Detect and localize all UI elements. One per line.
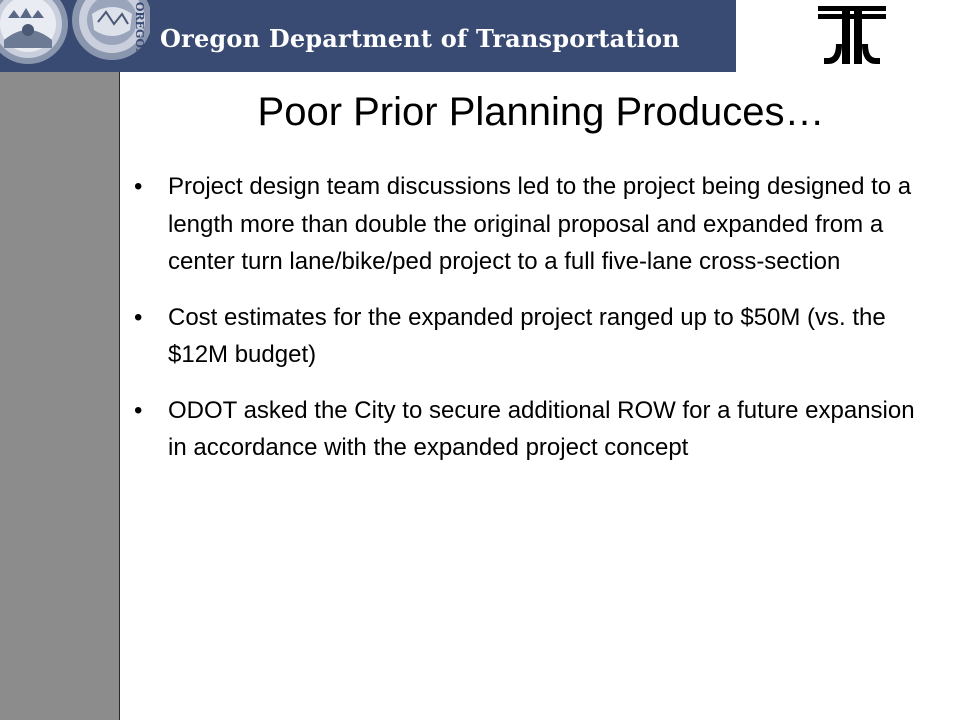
sidebar-bar: [0, 72, 120, 720]
oregon-seal-icon: [0, 0, 150, 72]
bullet-item: [134, 392, 934, 467]
bullet-dot: •: [134, 396, 143, 424]
slide-title: Poor Prior Planning Produces…: [257, 90, 825, 134]
bullet-item: [134, 168, 934, 281]
odot-logo-icon: [816, 4, 888, 68]
bullet-text: ODOT asked the City to secure additional ROW for a future expansion in accordance with the expanded project concept: [168, 396, 915, 461]
bullet-text: Cost estimates for the expanded project ranged up to $50M (vs. the $12M budget): [168, 303, 886, 368]
agency-name: Oregon Department of Transportation: [160, 24, 680, 53]
bullet-dot: •: [134, 173, 143, 200]
bullet-text: Project design team discussions led to the project being designed to a length more than double the original proposal and expanded from a center turn lane/bike/ped project to a full five-lane cross-section: [168, 173, 912, 275]
bullet-dot: •: [134, 303, 143, 331]
bullet-list: [134, 168, 934, 485]
header-band: [0, 0, 736, 72]
bullet-item: [134, 299, 934, 374]
svg-text:OREGON: OREGON: [133, 1, 146, 59]
